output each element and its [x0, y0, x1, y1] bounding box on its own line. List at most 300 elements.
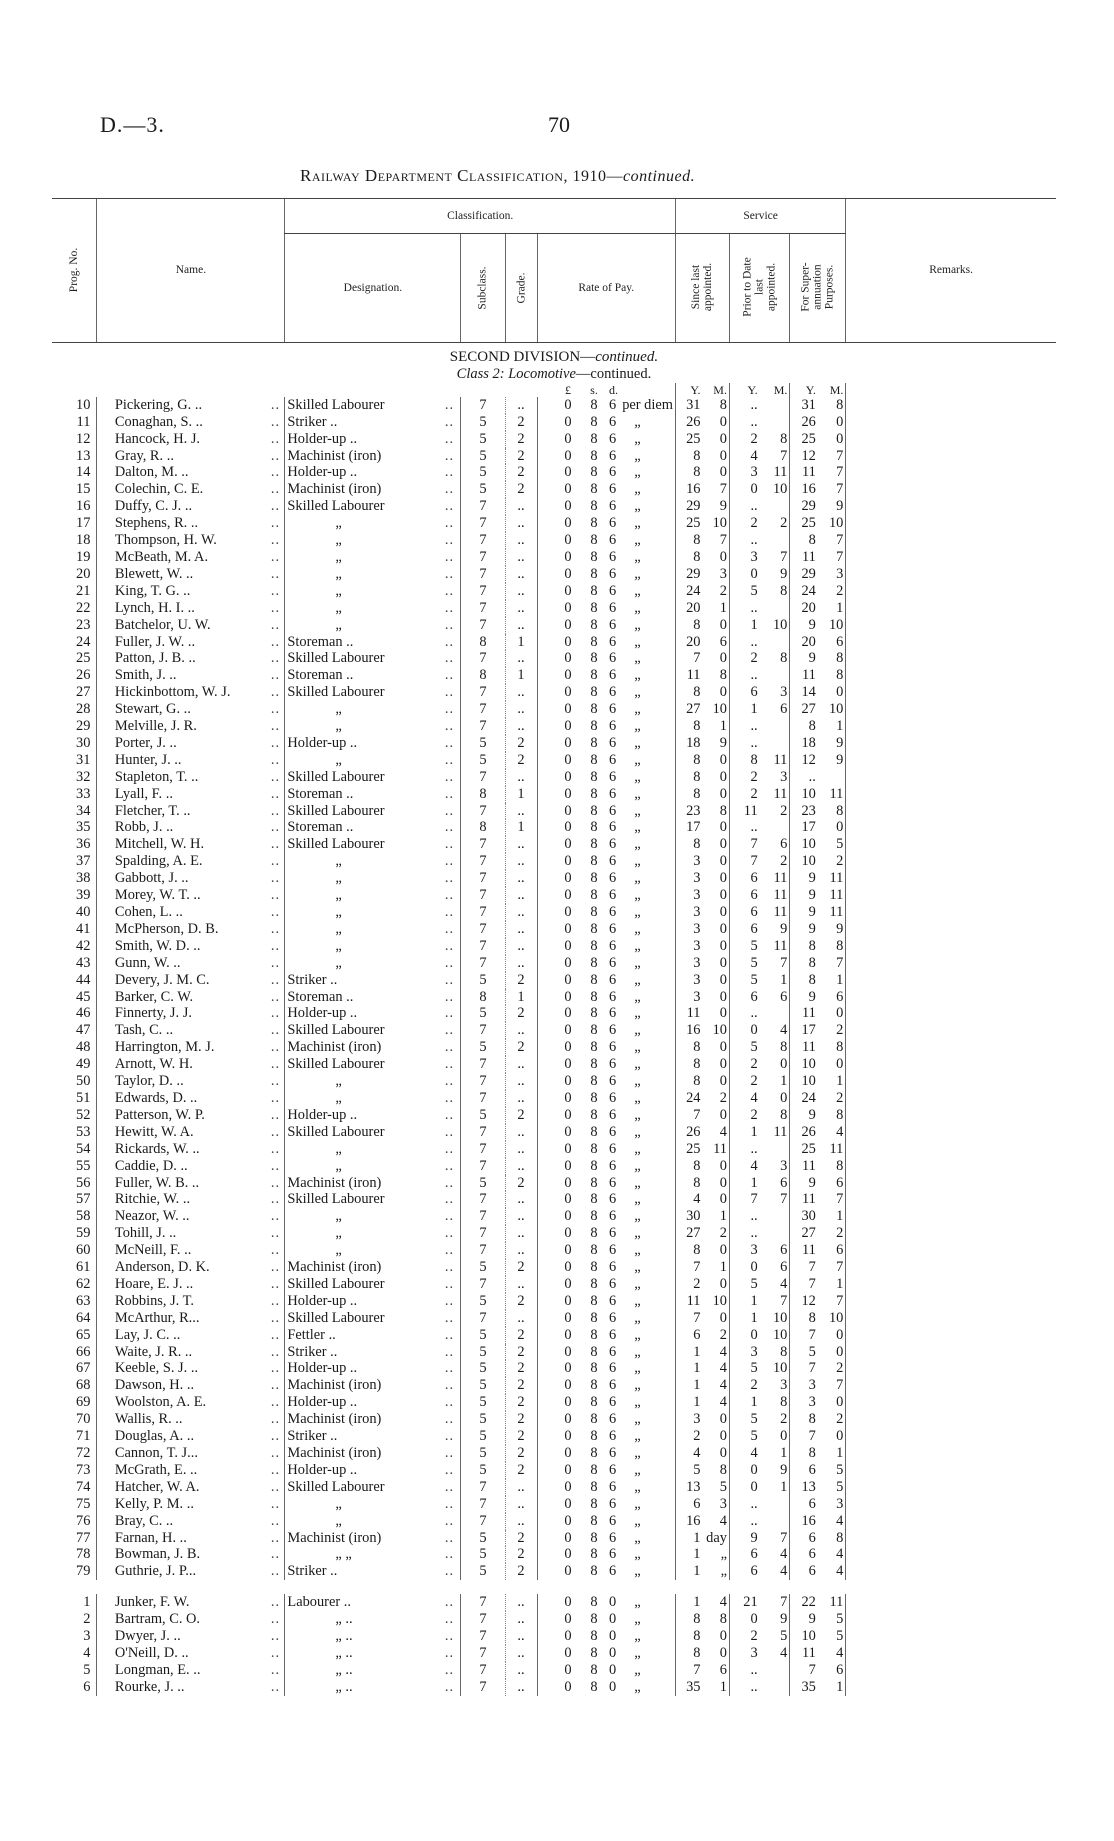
- super-months: 1: [836, 1208, 844, 1225]
- rate-pence-unit: [607, 1090, 675, 1107]
- gap-cell: [537, 1039, 555, 1056]
- designation: „: [285, 1090, 443, 1107]
- rate-pounds: 0: [564, 768, 572, 785]
- designation: Striker ..: [285, 1344, 443, 1361]
- since-years: 8: [675, 1073, 702, 1090]
- gap-cell: [97, 1141, 113, 1158]
- super-years: 22: [790, 1594, 818, 1611]
- prior-years: 4: [729, 1445, 759, 1462]
- leader-dots: ..: [444, 1225, 455, 1242]
- gap-cell: [97, 972, 113, 989]
- prog-no: 25: [76, 650, 91, 667]
- rate-pounds: 0: [564, 582, 572, 599]
- prior-months: 1: [780, 1445, 788, 1461]
- since-months: 0: [719, 1309, 727, 1326]
- designation: „: [285, 549, 443, 566]
- designation: Machinist (iron): [285, 1445, 443, 1462]
- gap-cell: [537, 1225, 555, 1242]
- prior-months: 7: [780, 1292, 788, 1309]
- rate-pence-unit: [607, 617, 675, 634]
- super-months: 2: [836, 582, 844, 599]
- table-row: [52, 431, 1056, 448]
- prog-no: 36: [76, 836, 91, 853]
- subclass: 7: [461, 1208, 505, 1225]
- since-years: 3: [675, 870, 702, 887]
- super-months: 6: [836, 1174, 844, 1191]
- employee-name: Dawson, H. ..: [114, 1377, 195, 1394]
- rate-pounds: 0: [564, 1191, 572, 1208]
- gap-cell: [537, 1496, 555, 1513]
- table-row: [52, 397, 1056, 414]
- rate-unit: „: [634, 1445, 641, 1461]
- designation: „: [285, 904, 443, 921]
- since-years: 8: [675, 1611, 702, 1628]
- leader-dots: ..: [270, 1073, 281, 1090]
- super-years: 7: [790, 1360, 818, 1377]
- rate-pence: 6: [609, 1089, 617, 1106]
- grade: ..: [505, 836, 537, 853]
- grade: ..: [505, 1310, 537, 1327]
- since-months: 6: [719, 1661, 727, 1678]
- rate-unit: „: [634, 954, 641, 971]
- gap-cell: [97, 1090, 113, 1107]
- rate-shillings: 8: [590, 1292, 598, 1309]
- rate-shillings: 8: [590, 1512, 598, 1529]
- prog-no: 71: [76, 1428, 91, 1445]
- prior-years: 2: [729, 1073, 759, 1090]
- page-number: 70: [548, 112, 570, 137]
- prior-years: 2: [729, 1628, 759, 1645]
- rate-unit: „: [634, 1225, 641, 1242]
- subclass: 7: [461, 1594, 505, 1611]
- employee-name: Dwyer, J. ..: [114, 1628, 181, 1645]
- grade: ..: [505, 684, 537, 701]
- gap-cell: [537, 1360, 555, 1377]
- prior-years: ..: [729, 600, 759, 617]
- leader-dots: ..: [270, 1309, 281, 1326]
- title-main: Railway Department Classification: [300, 166, 564, 185]
- leader-dots: ..: [444, 1157, 455, 1174]
- table-row: [52, 1628, 1056, 1645]
- prog-no: 50: [76, 1073, 91, 1090]
- prior-months: 11: [773, 870, 788, 887]
- prog-no: 68: [76, 1377, 91, 1394]
- super-months: 5: [836, 1461, 844, 1478]
- super-years: 6: [790, 1563, 818, 1580]
- prog-no: 38: [76, 870, 91, 887]
- grade: 2: [505, 1259, 537, 1276]
- rate-unit: „: [634, 1275, 641, 1292]
- rate-pence-unit: [607, 1327, 675, 1344]
- employee-name: Mitchell, W. H.: [114, 836, 205, 853]
- rate-pounds: 0: [564, 1208, 572, 1225]
- employee-name: McPherson, D. B.: [114, 920, 219, 937]
- super-months: 1: [836, 971, 844, 988]
- gap-cell: [537, 1611, 555, 1628]
- employee-name: Fuller, J. W. ..: [114, 633, 196, 650]
- rate-pounds: 0: [564, 667, 572, 684]
- since-years: 6: [675, 1496, 702, 1513]
- rate-unit: „: [634, 751, 641, 768]
- since-years: 8: [675, 532, 702, 549]
- prior-years: ..: [729, 1005, 759, 1022]
- rate-unit: „: [634, 599, 641, 616]
- rate-pence: 6: [609, 1191, 617, 1208]
- prior-months: 9: [780, 1611, 788, 1628]
- employee-name: Neazor, W. ..: [114, 1208, 190, 1225]
- since-years: 30: [675, 1208, 702, 1225]
- prog-no: 22: [76, 599, 91, 616]
- since-months: day: [706, 1529, 727, 1546]
- leader-dots: ..: [270, 734, 281, 751]
- leader-dots: ..: [444, 1073, 455, 1090]
- super-months: 1: [836, 718, 844, 735]
- rate-pence: 6: [609, 1157, 617, 1174]
- prior-months: 6: [780, 836, 788, 853]
- super-years: 10: [790, 1073, 818, 1090]
- gap-cell: [97, 1394, 113, 1411]
- rate-pence-unit: [607, 1107, 675, 1124]
- subclass: 7: [461, 1611, 505, 1628]
- subclass: 7: [461, 549, 505, 566]
- grade: ..: [505, 650, 537, 667]
- rate-shillings: 8: [590, 920, 598, 937]
- leader-dots: ..: [444, 1644, 455, 1661]
- employee-name: Colechin, C. E.: [114, 481, 204, 498]
- designation: Machinist (iron): [285, 1039, 443, 1056]
- gap-cell: [97, 617, 113, 634]
- employee-name: Thompson, H. W.: [114, 532, 217, 549]
- gap-cell: [97, 600, 113, 617]
- rate-pence-unit: [607, 600, 675, 617]
- rate-unit: „: [634, 1022, 641, 1039]
- gap-cell: [537, 803, 555, 820]
- rate-pounds: 0: [564, 870, 572, 887]
- rate-pence: 6: [609, 1259, 617, 1276]
- remarks: [846, 1428, 1056, 1445]
- leader-dots: ..: [444, 1292, 455, 1309]
- employee-name: Bray, C. ..: [114, 1512, 174, 1529]
- rate-shillings: 8: [590, 1594, 598, 1611]
- rate-shillings: 8: [590, 1360, 598, 1377]
- leader-dots: ..: [444, 633, 455, 650]
- rate-shillings: 8: [590, 1394, 598, 1411]
- rate-unit: „: [634, 1546, 641, 1563]
- rate-pence: 6: [609, 430, 617, 447]
- rate-shillings: 8: [590, 701, 598, 718]
- subclass: 5: [461, 1411, 505, 1428]
- subclass: 5: [461, 1377, 505, 1394]
- employee-name: Wallis, R. ..: [114, 1411, 183, 1428]
- remarks: [846, 1462, 1056, 1479]
- super-years: 9: [790, 887, 818, 904]
- employee-name: McNeill, F. ..: [114, 1242, 192, 1259]
- rate-pence: 6: [609, 836, 617, 853]
- designation: „ ..: [285, 1662, 443, 1679]
- employee-name: Hancock, H. J.: [114, 430, 201, 447]
- rate-pence: 6: [609, 464, 617, 481]
- prior-years: 5: [729, 1411, 759, 1428]
- since-months: 7: [719, 481, 727, 498]
- prior-months: [760, 498, 790, 515]
- rate-unit: „: [634, 836, 641, 853]
- remarks: [846, 684, 1056, 701]
- employee-name: Taylor, D. ..: [114, 1073, 184, 1090]
- subclass: 5: [461, 464, 505, 481]
- since-months: 0: [719, 785, 727, 802]
- prog-no: 33: [76, 785, 91, 802]
- rate-pounds: 0: [564, 819, 572, 836]
- rate-pence: 0: [609, 1628, 617, 1645]
- prior-years: 1: [729, 1293, 759, 1310]
- rate-shillings: 8: [590, 430, 598, 447]
- rate-unit: „: [634, 413, 641, 430]
- rate-pence: 6: [609, 1275, 617, 1292]
- rate-shillings: 8: [590, 1529, 598, 1546]
- rate-pounds: 0: [564, 853, 572, 870]
- grade: 2: [505, 1377, 537, 1394]
- designation: „ „: [285, 1546, 443, 1563]
- leader-dots: ..: [270, 616, 281, 633]
- gap-cell: [537, 1513, 555, 1530]
- unit-months-since: M.: [713, 382, 727, 397]
- designation: Skilled Labourer: [285, 1479, 443, 1496]
- since-years: 29: [675, 566, 702, 583]
- prior-years: 6: [729, 921, 759, 938]
- rate-pence: 6: [609, 1445, 617, 1461]
- gap-cell: [97, 1225, 113, 1242]
- designation: Holder-up ..: [285, 464, 443, 481]
- remarks: [846, 566, 1056, 583]
- remarks: [846, 583, 1056, 600]
- leader-dots: ..: [444, 1678, 455, 1695]
- rate-pounds: 0: [564, 616, 572, 633]
- prog-no: 12: [76, 430, 91, 447]
- rate-pounds: 0: [564, 1428, 572, 1445]
- since-years: 5: [675, 1462, 702, 1479]
- subclass: 7: [461, 887, 505, 904]
- leader-dots: ..: [270, 1106, 281, 1123]
- rate-unit: „: [634, 1611, 641, 1628]
- grade: 1: [505, 634, 537, 651]
- gap-cell: [537, 549, 555, 566]
- table-row: [52, 634, 1056, 651]
- leader-dots: ..: [444, 1611, 455, 1628]
- rate-pence-unit: [607, 735, 675, 752]
- rate-pence-unit: [607, 819, 675, 836]
- table-row: [52, 1344, 1056, 1361]
- gap-cell: [537, 887, 555, 904]
- gap-cell: [97, 1293, 113, 1310]
- rate-pence: 6: [609, 1428, 617, 1445]
- employee-name: Longman, E. ..: [114, 1661, 201, 1678]
- subclass: 7: [461, 1191, 505, 1208]
- rate-pounds: 0: [564, 1056, 572, 1073]
- super-years: 31: [790, 397, 818, 414]
- grade: ..: [505, 1191, 537, 1208]
- rate-unit: „: [634, 1661, 641, 1678]
- rate-pence: 6: [609, 1208, 617, 1225]
- prior-months: 1: [780, 1478, 788, 1495]
- grade: ..: [505, 921, 537, 938]
- rate-pence: 6: [609, 870, 617, 887]
- since-months: 0: [719, 1073, 727, 1090]
- remarks: [846, 1039, 1056, 1056]
- gap-cell: [97, 1377, 113, 1394]
- table-row: [52, 1462, 1056, 1479]
- gap-cell: [537, 1462, 555, 1479]
- rate-pounds: 0: [564, 1512, 572, 1529]
- since-months: 0: [719, 971, 727, 988]
- rate-pence: 6: [609, 1073, 617, 1090]
- gap-cell: [97, 1645, 113, 1662]
- prior-years: ..: [729, 1679, 759, 1696]
- prog-no: 59: [76, 1225, 91, 1242]
- grade: ..: [505, 549, 537, 566]
- table-row: [52, 1225, 1056, 1242]
- super-months: 7: [836, 548, 844, 565]
- employee-name: Dalton, M. ..: [114, 464, 189, 481]
- prior-months: 8: [780, 1394, 788, 1411]
- leader-dots: ..: [444, 1478, 455, 1495]
- leader-dots: ..: [444, 971, 455, 988]
- grade: ..: [505, 1208, 537, 1225]
- leader-dots: ..: [444, 1242, 455, 1259]
- table-row: [52, 803, 1056, 820]
- since-months: 0: [719, 1644, 727, 1661]
- rate-pence: 6: [609, 565, 617, 582]
- leader-dots: ..: [444, 1275, 455, 1292]
- subclass: 7: [461, 701, 505, 718]
- prior-months: 6: [780, 1174, 788, 1191]
- leader-dots: ..: [444, 430, 455, 447]
- rate-pence: 6: [609, 920, 617, 937]
- rate-shillings: 8: [590, 650, 598, 667]
- gap-cell: [97, 498, 113, 515]
- table-row: [52, 650, 1056, 667]
- rate-pounds: 0: [564, 1073, 572, 1090]
- designation: Holder-up ..: [285, 1293, 443, 1310]
- header-prog-no: Prog. No.: [52, 199, 97, 343]
- gap-cell: [97, 870, 113, 887]
- prog-no: 17: [76, 515, 91, 532]
- rate-unit: „: [634, 447, 641, 464]
- rate-pence-unit: [607, 938, 675, 955]
- prior-years: 2: [729, 769, 759, 786]
- gap-cell: [537, 870, 555, 887]
- rate-pence-unit: [607, 1293, 675, 1310]
- employee-name: Lyall, F. ..: [114, 785, 173, 802]
- rate-unit: „: [634, 1056, 641, 1073]
- prior-years: 0: [729, 481, 759, 498]
- grade: ..: [505, 803, 537, 820]
- super-years: 35: [790, 1679, 818, 1696]
- prog-no: 19: [76, 548, 91, 565]
- super-years: 7: [790, 1428, 818, 1445]
- rate-pounds: 0: [564, 904, 572, 920]
- rate-unit: „: [634, 1394, 641, 1411]
- rate-pence: 6: [609, 751, 617, 768]
- super-months: 3: [836, 1495, 844, 1512]
- prog-no: 4: [83, 1644, 91, 1661]
- since-years: 8: [675, 617, 702, 634]
- since-years: 8: [675, 1628, 702, 1645]
- grade: ..: [505, 566, 537, 583]
- rate-pence-unit: [607, 1022, 675, 1039]
- rate-pence-unit: [607, 1056, 675, 1073]
- prior-months: 4: [780, 1275, 788, 1292]
- rate-pounds: 0: [564, 1174, 572, 1191]
- gap-cell: [537, 904, 555, 921]
- super-months: 7: [836, 1259, 844, 1276]
- prog-no: 10: [76, 396, 91, 413]
- prior-years: 1: [729, 617, 759, 634]
- employee-name: Blewett, W. ..: [114, 565, 194, 582]
- table-row: [52, 1191, 1056, 1208]
- employee-name: Fuller, W. B. ..: [114, 1174, 200, 1191]
- prog-no: 18: [76, 532, 91, 549]
- rate-pounds: 0: [564, 1445, 572, 1461]
- prog-no: 62: [76, 1275, 91, 1292]
- rate-pence: 0: [609, 1611, 617, 1628]
- since-years: 16: [675, 1022, 702, 1039]
- leader-dots: ..: [270, 667, 281, 684]
- rate-pence: 6: [609, 1512, 617, 1529]
- table-row: [52, 1479, 1056, 1496]
- gap-cell: [97, 803, 113, 820]
- table-row: [52, 1039, 1056, 1056]
- gap-cell: [537, 1073, 555, 1090]
- rate-shillings: 8: [590, 1309, 598, 1326]
- rate-unit: „: [634, 1242, 641, 1259]
- leader-dots: ..: [444, 1594, 455, 1611]
- designation: „: [285, 938, 443, 955]
- leader-dots: ..: [444, 548, 455, 565]
- designation: Machinist (iron): [285, 1411, 443, 1428]
- remarks: [846, 1611, 1056, 1628]
- gap-cell: [537, 989, 555, 1006]
- gap-cell: [537, 617, 555, 634]
- since-years: 1: [675, 1594, 702, 1611]
- prior-months: 6: [780, 1259, 788, 1276]
- gap-cell: [97, 532, 113, 549]
- header-grade: Grade.: [505, 234, 537, 343]
- designation: Skilled Labourer: [285, 1022, 443, 1039]
- rate-shillings: 8: [590, 565, 598, 582]
- since-months: 1: [719, 599, 727, 616]
- remarks: [846, 836, 1056, 853]
- since-months: 0: [719, 937, 727, 954]
- gap-cell: [97, 1445, 113, 1462]
- rate-unit: „: [634, 532, 641, 549]
- grade: 1: [505, 819, 537, 836]
- leader-dots: ..: [444, 920, 455, 937]
- rate-pounds: 0: [564, 1495, 572, 1512]
- prior-years: 1: [729, 1394, 759, 1411]
- table-row: [52, 769, 1056, 786]
- gap-cell: [537, 819, 555, 836]
- rate-shillings: 8: [590, 1208, 598, 1225]
- rate-pence: 6: [609, 684, 617, 701]
- since-months: 0: [719, 1242, 727, 1259]
- employee-name: Gray, R. ..: [114, 447, 174, 464]
- grade: 2: [505, 735, 537, 752]
- leader-dots: ..: [270, 1225, 281, 1242]
- rate-shillings: 8: [590, 853, 598, 870]
- since-months: 4: [719, 1377, 727, 1394]
- rate-unit: „: [634, 684, 641, 701]
- leader-dots: ..: [444, 1106, 455, 1123]
